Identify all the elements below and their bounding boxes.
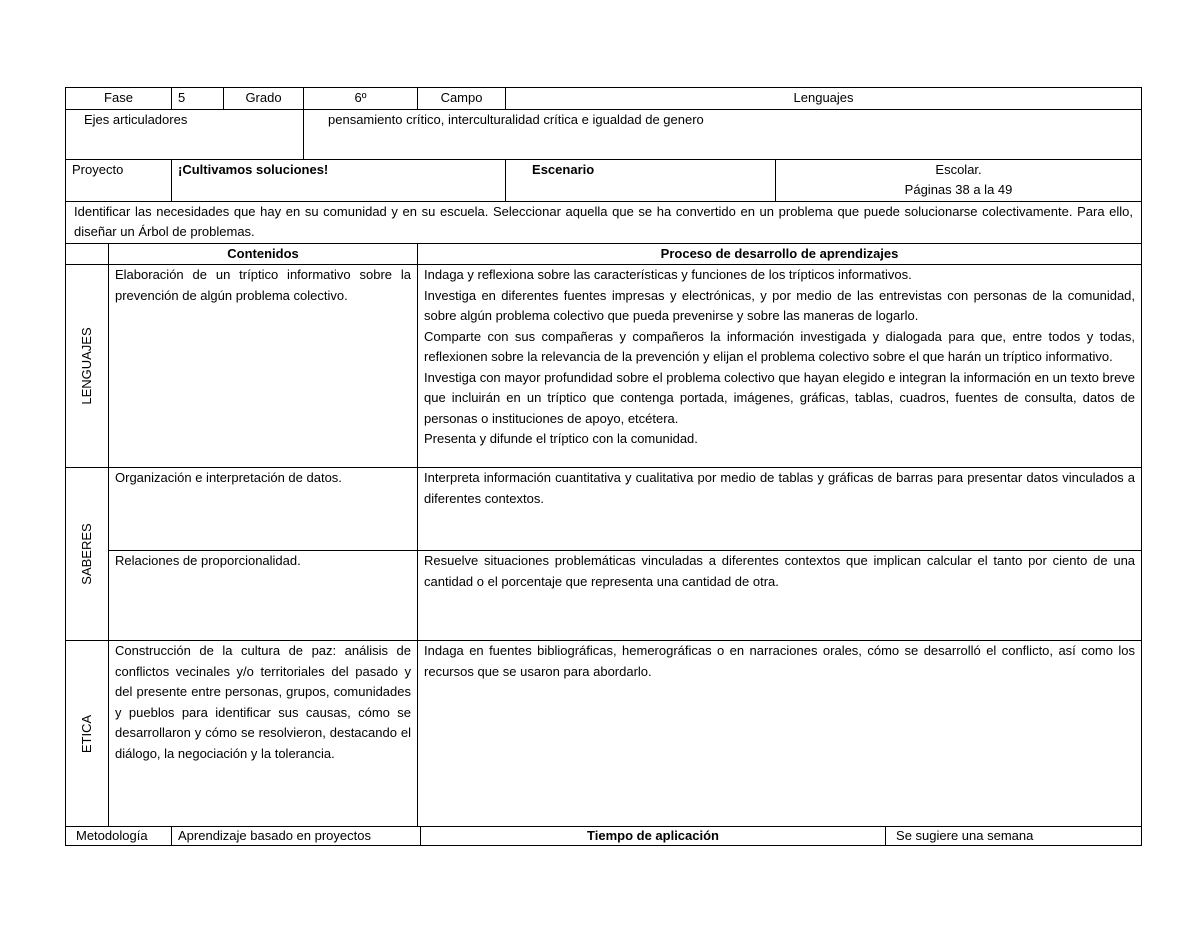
etica-side-label: ETICA [66,641,109,827]
grado-value: 6º [304,88,418,110]
escenario-cell [776,159,1142,201]
fase-value: 5 [172,88,224,110]
lenguajes-proceso-item: Investiga con mayor profundidad sobre el problema colectivo que hayan elegido e integran la información en un texto breve que incluirán en un tríptico que contenga portada, imágenes, gráficas, tablas, cuadros, fuentes de consulta, datos de personas o instituciones de apoyo, etcétera. [424,369,1136,426]
proyecto-value: ¡Cultivamos soluciones! [172,159,506,201]
saberes-row-1 [66,468,1142,551]
saberes-contenido-1: Organización e interpretación de datos. [109,468,418,551]
proyecto-row [66,159,1142,201]
planning-sheet [65,87,1141,846]
descripcion-row [66,201,1142,243]
tiempo-value: Se sugiere una semana [886,827,1142,846]
fase-label: Fase [66,88,172,110]
planning-table [65,87,1142,846]
lenguajes-proceso-item: Presenta y difunde el tríptico con la comunidad. [424,431,698,446]
etica-row [66,641,1142,827]
saberes-contenido-2: Relaciones de proporcionalidad. [109,551,418,641]
header-row [66,88,1142,110]
descripcion-text: Identificar las necesidades que hay en su comunidad y en su escuela. Seleccionar aquella que se ha convertido en un problema que puede solucionarse colectivamente. Para ello, diseñar un Árbol de problemas. [66,201,1142,243]
corner-cell [66,243,109,265]
footer-row [66,827,1142,846]
etica-contenido: Construcción de la cultura de paz: análisis de conflictos vecinales y/o territoriales del pasado y del presente entre personas, grupos, comunidades y pueblos para identificar sus causas, cómo se desarrollaron y cómo se resolvieron, destacando el diálogo, la negociación y la tolerancia. [109,641,418,827]
metodologia-value: Aprendizaje basado en proyectos [172,827,421,846]
campo-value: Lenguajes [506,88,1142,110]
saberes-proceso-1: Interpreta información cuantitativa y cualitativa por medio de tablas y gráficas de barras para presentar datos vinculados a diferentes contextos. [418,468,1142,551]
lenguajes-proceso [418,265,1142,468]
escenario-label: Escenario [506,159,776,201]
lenguajes-proceso-item: Indaga y reflexiona sobre las características y funciones de los trípticos informativos. [424,267,912,282]
lenguajes-contenido: Elaboración de un tríptico informativo sobre la prevención de algún problema colectivo. [109,265,418,468]
ejes-label: Ejes articuladores [66,109,304,159]
saberes-side-label: SABERES [66,468,109,641]
columns-row [66,243,1142,265]
lenguajes-row [66,265,1142,468]
paginas-value: Páginas 38 a la 49 [904,182,1013,197]
proceso-header: Proceso de desarrollo de aprendizajes [418,243,1142,265]
saberes-proceso-2: Resuelve situaciones problemáticas vinculadas a diferentes contextos que implican calcular el tanto por ciento de una cantidad o el porcentaje que representa una cantidad de otra. [418,551,1142,641]
metodologia-label: Metodología [66,827,172,846]
ejes-value: pensamiento crítico, interculturalidad crítica e igualdad de genero [304,109,1142,159]
grado-label: Grado [224,88,304,110]
etica-proceso: Indaga en fuentes bibliográficas, hemerográficas o en narraciones orales, cómo se desarrolló el conflicto, así como los recursos que se usaron para abordarlo. [418,641,1142,827]
proyecto-label: Proyecto [66,159,172,201]
campo-label: Campo [418,88,506,110]
contenidos-header: Contenidos [109,243,418,265]
saberes-row-2 [66,551,1142,641]
escenario-value: Escolar. [935,161,982,177]
tiempo-label: Tiempo de aplicación [421,827,886,846]
lenguajes-proceso-item: Investiga en diferentes fuentes impresas y electrónicas, y por medio de las entrevistas con personas de la comunidad, sobre algún problema colectivo que pueda prevenirse y sobre las maneras de logarlo. [424,287,1136,323]
lenguajes-side-label: LENGUAJES [66,265,109,468]
lenguajes-proceso-item: Comparte con sus compañeras y compañeros la información investigada y dialogada para que, entre todos y todas, reflexionen sobre la relevancia de la prevención y elijan el problema colectivo sobre el que harán un tríptico informativo. [424,328,1136,364]
ejes-row [66,109,1142,159]
